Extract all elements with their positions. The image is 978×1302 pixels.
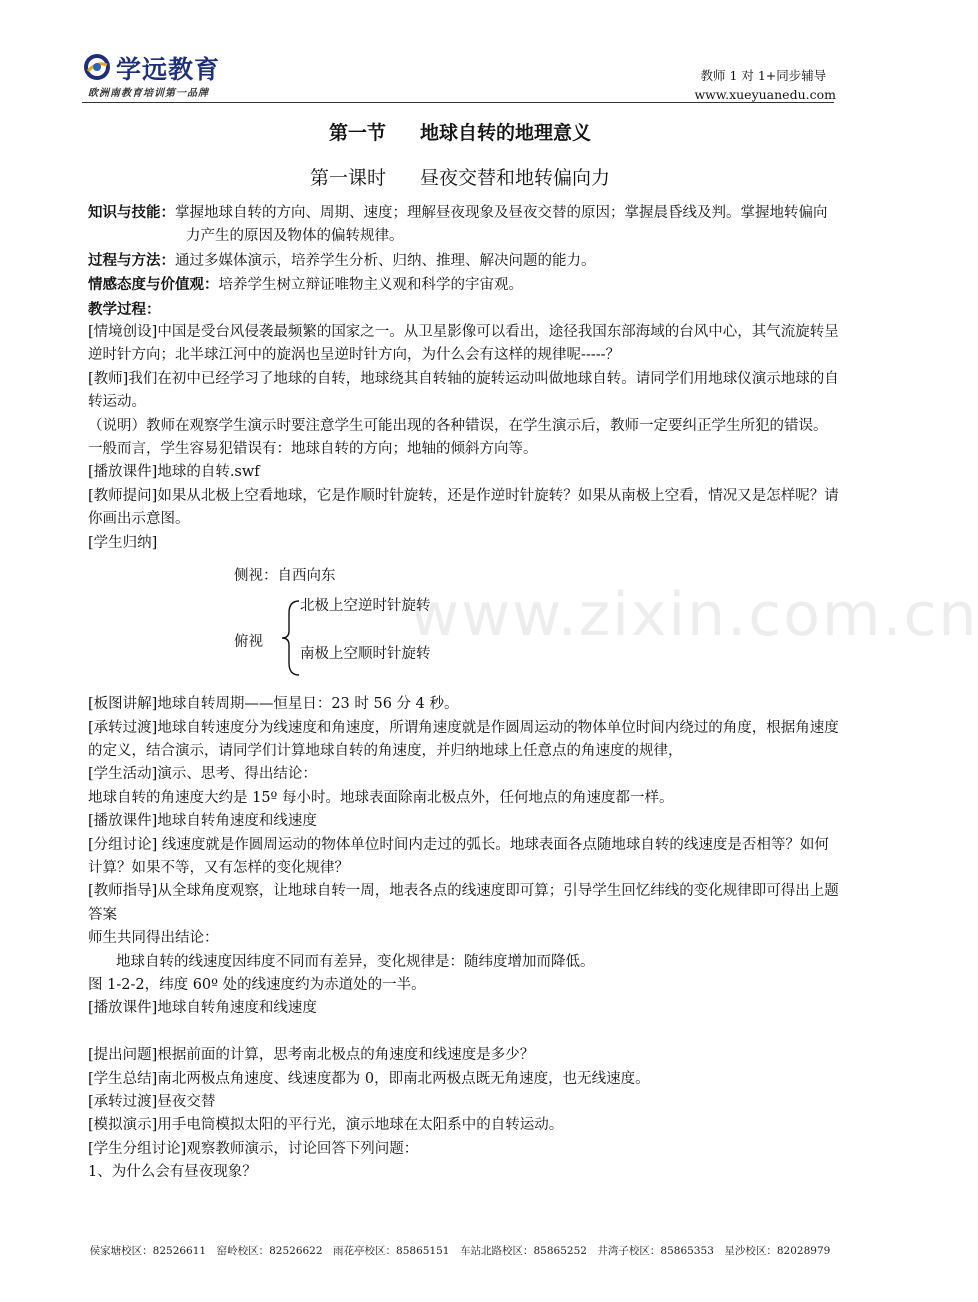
paragraph: [播放课件]地球自转角速度和线速度 <box>88 813 317 830</box>
page-footer: 侯家塘校区：82526611 窑岭校区：82526622 雨花亭校区：85865151 车站北路校区：85865252 井湾子校区：85865353 星沙校区：82028979 <box>89 1245 831 1257</box>
paragraph: [承转过渡]地球自转速度分为线速度和角速度，所谓角速度就是作圆周运动的物体单位时间内绕过的角度，根据角速度的定义，结合演示，请同学们计算地球自转的角速度，并归纳地球上任意点的角速度的规律， <box>88 719 839 759</box>
paragraph: 地球自转的线速度因纬度不同而有差异，变化规律是：随纬度增加而降低。 <box>116 953 595 970</box>
attitude-label: 情感态度与价值观： <box>88 276 219 294</box>
top-view-label: 俯视 <box>234 634 263 651</box>
subtitle-lesson: 第一课时 <box>309 167 386 189</box>
document-body <box>88 201 840 1185</box>
header-info <box>694 66 836 104</box>
knowledge-text: 掌握地球自转的方向、周期、速度；理解昼夜现象及昼夜交替的原因；掌握晨昏线及判。掌握地转偏向力产生的原因及物体的偏转规律。 <box>175 205 828 245</box>
logo-text: 学远教育 <box>116 55 221 84</box>
north-view-text: 北极上空逆时针旋转 <box>300 598 431 615</box>
knowledge-label: 知识与技能： <box>88 204 175 221</box>
logo-slogan: 欧洲南教育培训第一品牌 <box>88 88 209 99</box>
paragraph: [模拟演示]用手电筒模拟太阳的平行光，演示地球在太阳系中的自转运动。 <box>88 1117 564 1134</box>
paragraph: 图 1-2-2，纬度 60º 处的线速度约为赤道处的一半。 <box>88 976 426 993</box>
paragraph: [提出问题]根据前面的计算，思考南北极点的角速度和线速度是多少？ <box>88 1047 535 1064</box>
objective-process <box>88 249 840 273</box>
process-label: 过程与方法： <box>88 251 175 269</box>
header-tagline: 教师 1 对 1+同步辅导 <box>700 68 827 83</box>
paragraph: [学生活动]演示、思考、得出结论： <box>88 766 317 783</box>
paragraph: [学生总结]南北两极点角速度、线速度都为 0，即南北两极点既无角速度，也无线速度。 <box>88 1070 650 1087</box>
paragraph: （说明）教师在观察学生演示时要注意学生可能出现的各种错误，在学生演示后，教师一定要纠正学生所犯的错误。一般而言，学生容易犯错误有：地球自转的方向；地轴的倾斜方向等。 <box>88 417 828 458</box>
paragraph: [教师提问]如果从北极上空看地球，它是作顺时针旋转，还是作逆时针旋转？如果从南极上空看，情况又是怎样呢？请你画出示意图。 <box>88 487 839 528</box>
paragraph: [播放课件]地球自转角速度和线速度 <box>88 1000 317 1017</box>
paragraph: 师生共同得出结论： <box>88 930 219 947</box>
paragraph: [学生分组讨论]观察教师演示，讨论回答下列问题： <box>88 1140 419 1157</box>
logo-icon <box>82 52 112 82</box>
paragraph: [承转过渡]昼夜交替 <box>88 1093 216 1110</box>
header-divider <box>82 102 834 103</box>
attitude-text: 培养学生树立辩证唯物主义观和科学的宇宙观。 <box>218 277 523 294</box>
paragraph: 地球自转的角速度大约是 15º 每小时。地球表面除南北极点外，任何地点的角速度都一样。 <box>88 789 674 806</box>
page-header <box>82 50 838 104</box>
paragraph: [分组讨论] 线速度就是作圆周运动的物体单位时间内走过的弧长。地球表面各点随地球自转的线速度是否相等？如何计算？如果不等，又有怎样的变化规律？ <box>88 836 829 876</box>
south-view-text: 南极上空顺时针旋转 <box>300 646 431 663</box>
rotation-diagram <box>88 555 840 693</box>
spacer <box>88 1021 840 1044</box>
paragraph: [播放课件]地球的自转.swf <box>88 464 260 481</box>
title-section: 第一节 <box>328 122 386 144</box>
procedure-heading: 教学过程： <box>88 300 161 318</box>
watermark: www.zixin.com.cn <box>410 580 978 650</box>
page-title <box>0 118 920 145</box>
paragraph: [学生归纳] <box>88 534 158 551</box>
header-website: www.xueyuanedu.com <box>694 87 836 102</box>
subtitle-name: 昼夜交替和地转偏向力 <box>420 167 611 189</box>
brace-icon <box>279 599 301 677</box>
paragraph: [教师]我们在初中已经学习了地球的自转，地球绕其自转轴的旋转运动叫做地球自转。请同学们用地球仪演示地球的自转运动。 <box>88 370 839 411</box>
title-name: 地球自转的地理意义 <box>420 122 592 144</box>
process-text: 通过多媒体演示，培养学生分析、归纳、推理、解决问题的能力。 <box>175 252 596 269</box>
paragraph: [板图讲解]地球自转周期——恒星日：23 时 56 分 4 秒。 <box>88 696 459 713</box>
paragraph: [教师指导]从全球角度观察，让地球自转一周，地表各点的线速度即可算；引导学生回忆纬线的变化规律即可得出上题答案 <box>88 883 839 923</box>
paragraph: 1、为什么会有昼夜现象？ <box>88 1164 257 1181</box>
paragraph: [情境创设]中国是受台风侵袭最频繁的国家之一。从卫星影像可以看出，途径我国东部海域的台风中心，其气流旋转呈逆时针方向；北半球江河中的旋涡也呈逆时针方向，为什么会有这样的规律呢-----？ <box>88 324 839 364</box>
side-view-text: 侧视：自西向东 <box>234 568 336 585</box>
page-subtitle <box>0 163 920 190</box>
objective-attitude <box>88 273 840 297</box>
objective-knowledge <box>88 201 840 249</box>
